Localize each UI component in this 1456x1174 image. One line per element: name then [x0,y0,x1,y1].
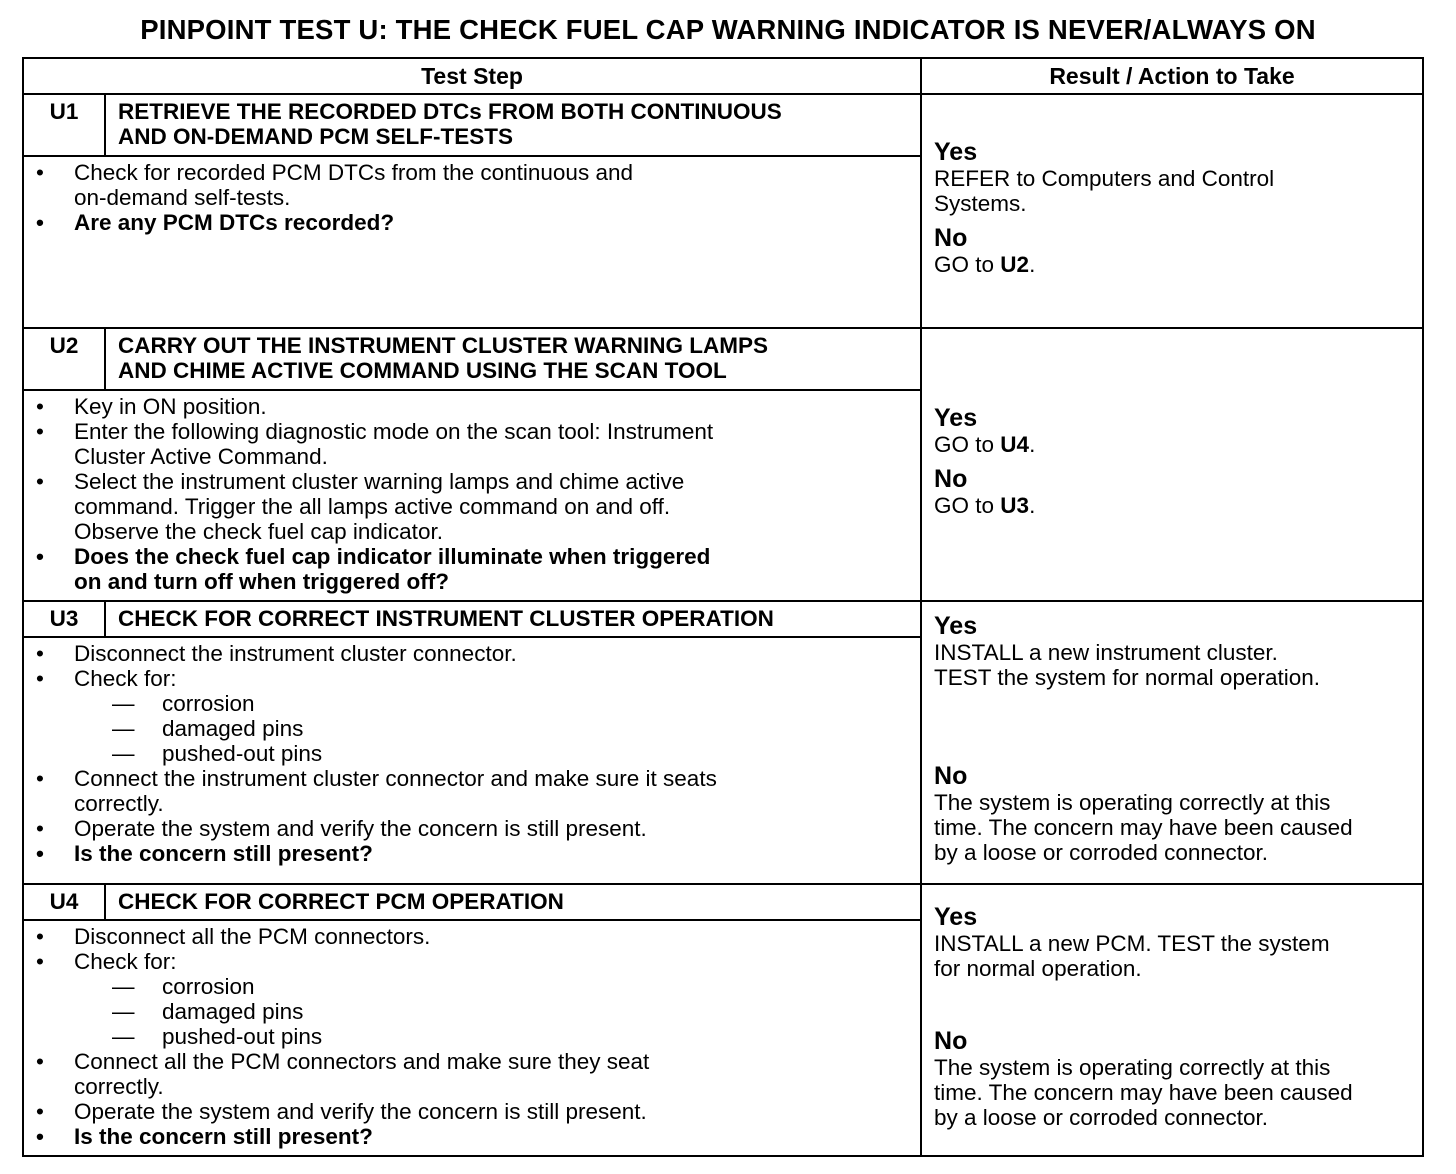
text-line: Are any PCM DTCs recorded? [74,210,395,235]
page-title: PINPOINT TEST U: THE CHECK FUEL CAP WARNING INDICATOR IS NEVER/ALWAYS ON [140,14,1316,45]
text-line: CHECK FOR CORRECT INSTRUMENT CLUSTER OPERATION [118,606,774,631]
step-title [105,884,921,920]
text-line: CHECK FOR CORRECT PCM OPERATION [118,889,564,914]
step-title-row [23,601,1423,637]
text-line: AND ON-DEMAND PCM SELF-TESTS [118,124,513,149]
instruction-item [36,469,914,544]
text-line: by a loose or corroded connector. [934,1104,1268,1130]
step-title-row [23,884,1423,920]
text-line: time. The concern may have been caused [934,815,1353,840]
check-sub-item: — damaged pins [74,716,914,741]
text-line: command. Trigger the all lamps active command on and off. [74,494,671,519]
result-yes-label: Yes [934,612,978,640]
result-prefix: GO to [934,251,1001,277]
text-line: The system is operating correctly at this [934,1054,1331,1080]
text-line: INSTALL a new instrument cluster. [934,640,1278,665]
check-sub-item: — corrosion [74,691,914,716]
result-no-label: No [934,762,968,790]
result-prefix: GO to [934,492,1001,518]
text-line: Disconnect all the PCM connectors. [74,924,431,949]
text-line: Select the instrument cluster warning lamps and chime active [74,469,685,494]
instruction-item [36,160,914,210]
text-line: Connect all the PCM connectors and make sure they seat [74,1049,650,1074]
text-line: on-demand self-tests. [74,185,291,210]
instruction-question [36,544,914,594]
step-instructions [23,156,921,328]
text-line: Operate the system and verify the concern is still present. [74,1099,647,1124]
text-line: Disconnect the instrument cluster connector. [74,641,517,666]
text-line: The system is operating correctly at this [934,790,1331,815]
result-no-text [934,790,1414,865]
text-line: correctly. [74,1074,164,1099]
text-line: on and turn off when triggered off? [74,569,449,594]
check-sub-item: — pushed-out pins [74,741,914,766]
result-text [934,432,1414,457]
result-yes-text [934,640,1414,690]
text-line: Systems. [934,190,1027,216]
result-no-label: No [934,464,968,493]
step-instructions [23,637,921,884]
text-line: Does the check fuel cap indicator illuminate when triggered [74,544,711,569]
instruction-list [36,924,914,1149]
result-suffix: . [1029,492,1036,518]
text-line: TEST the system for normal operation. [934,665,1321,690]
pinpoint-test-table [22,57,1424,1157]
instruction-item [36,1049,914,1099]
step-id: U1 [23,94,105,156]
step-id: U3 [23,601,105,637]
result-no-label: No [934,1026,968,1055]
step-title [105,94,921,156]
step-result [921,94,1423,328]
instruction-question [36,841,914,866]
step-title-row [23,328,1423,390]
instruction-item [36,394,914,419]
instruction-question [36,1124,914,1149]
text-line: Check for: [74,949,177,974]
check-sub-item: — damaged pins [74,999,914,1024]
result-yes-label: Yes [934,137,978,166]
instruction-item [36,641,914,666]
text-line: correctly. [74,791,164,816]
result-yes-text [934,931,1414,981]
text-line: Enter the following diagnostic mode on the scan tool: Instrument [74,419,714,444]
result-suffix: . [1029,431,1036,457]
step-instructions [23,920,921,1156]
instruction-list [36,641,914,866]
header-result: Result / Action to Take [921,58,1423,94]
text-line: CARRY OUT THE INSTRUMENT CLUSTER WARNING LAMPS [118,333,768,358]
instruction-question [36,210,914,235]
step-id: U2 [23,328,105,390]
text-line: Check for: [74,666,177,691]
step-title [105,601,921,637]
result-prefix: GO to [934,431,1001,457]
result-yes-text [934,166,1414,216]
step-result [921,328,1423,601]
result-text [934,493,1414,518]
step-id: U4 [23,884,105,920]
step-reference: U4 [1000,431,1030,457]
header-test-step: Test Step [23,58,921,94]
check-sub-item: — pushed-out pins [74,1024,914,1049]
result-yes-label: Yes [934,902,978,931]
text-line: INSTALL a new PCM. TEST the system [934,930,1330,956]
instruction-item [36,1099,914,1124]
text-line: REFER to Computers and Control [934,165,1275,191]
result-no-label: No [934,223,968,252]
instruction-item [36,419,914,469]
text-line: for normal operation. [934,955,1142,981]
text-line: RETRIEVE THE RECORDED DTCs FROM BOTH CONTINUOUS [118,99,782,124]
text-line: AND CHIME ACTIVE COMMAND USING THE SCAN TOOL [118,358,727,383]
result-no-text [934,1055,1414,1130]
text-line: Observe the check fuel cap indicator. [74,519,443,544]
text-line: Key in ON position. [74,394,267,419]
result-yes-label: Yes [934,403,978,432]
instruction-item [36,666,914,766]
step-title [105,328,921,390]
result-suffix: . [1029,251,1036,277]
check-sub-item: — corrosion [74,974,914,999]
result-text [934,252,1414,277]
step-reference: U3 [1000,492,1030,518]
instruction-item [36,949,914,1049]
step-title-row [23,94,1423,156]
step-result [921,884,1423,1156]
instruction-list [36,160,914,235]
text-line: Check for recorded PCM DTCs from the continuous and [74,160,633,185]
text-line: by a loose or corroded connector. [934,840,1268,865]
step-result [921,601,1423,884]
instruction-item [36,766,914,816]
text-line: Cluster Active Command. [74,444,328,469]
text-line: Is the concern still present? [74,1124,373,1149]
text-line: Connect the instrument cluster connector and make sure it seats [74,766,717,791]
instruction-item [36,924,914,949]
text-line: time. The concern may have been caused [934,1079,1353,1105]
step-reference: U2 [1000,251,1030,277]
instruction-list [36,394,914,594]
instruction-item [36,816,914,841]
text-line: Is the concern still present? [74,841,373,866]
table-header-row [23,58,1423,94]
text-line: Operate the system and verify the concern is still present. [74,816,647,841]
step-instructions [23,390,921,601]
